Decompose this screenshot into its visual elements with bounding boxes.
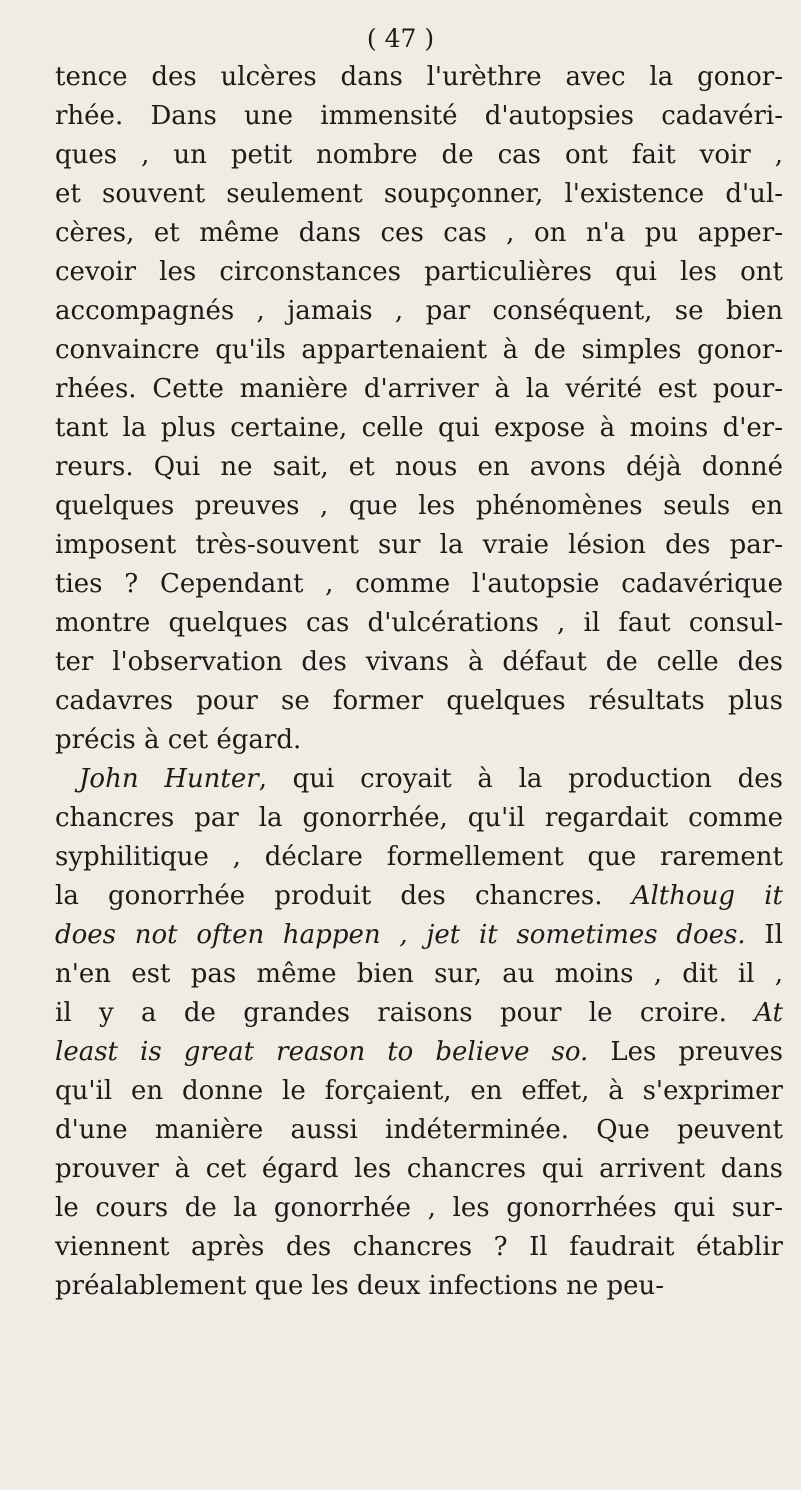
text-line [55, 331, 783, 370]
text-line [55, 565, 783, 604]
text-line [55, 136, 783, 175]
text-line [55, 253, 783, 292]
italic-text: least is great reason to believe so. [55, 1037, 589, 1067]
text-segment: montre quelques cas d'ulcérations , il faut consul- [55, 608, 783, 638]
text-segment: tant la plus certaine, celle qui expose à moins d'er- [55, 413, 783, 443]
text-segment: d'une manière aussi indéterminée. Que peuvent [55, 1115, 783, 1145]
text-segment: quelques preuves , que les phénomènes seuls en [55, 491, 783, 521]
text-segment: chancres par la gonorrhée, qu'il regardait comme [55, 803, 783, 833]
italic-text: does not often happen , jet it sometimes does. [55, 920, 746, 950]
text-line [55, 1189, 783, 1228]
text-segment: syphilitique , déclare formellement que rarement [55, 842, 783, 872]
text-segment: le cours de la gonorrhée , les gonorrhées qui sur- [55, 1193, 783, 1223]
text-line [55, 721, 783, 760]
text-segment: précis à cet égard. [55, 725, 302, 755]
text-line [55, 292, 783, 331]
text-line [55, 760, 783, 799]
text-line [55, 370, 783, 409]
text-segment: prouver à cet égard les chancres qui arrivent dans [55, 1154, 783, 1184]
text-line [55, 1072, 783, 1111]
text-segment: la gonorrhée produit des chancres. [55, 881, 632, 911]
text-segment: tence des ulcères dans l'urèthre avec la gonor- [55, 62, 783, 92]
text-line [55, 526, 783, 565]
text-segment: il y a de grandes raisons pour le croire. [55, 998, 755, 1028]
text-segment: ties ? Cependant , comme l'autopsie cadavérique [55, 569, 783, 599]
text-line [55, 1150, 783, 1189]
text-line [55, 97, 783, 136]
text-line [55, 643, 783, 682]
text-line [55, 58, 783, 97]
text-line [55, 916, 783, 955]
text-line [55, 1111, 783, 1150]
text-line [55, 799, 783, 838]
text-segment: qu'il en donne le forçaient, en effet, à s'exprimer [55, 1076, 783, 1106]
text-segment: rhées. Cette manière d'arriver à la vérité est pour- [55, 374, 783, 404]
text-segment: cères, et même dans ces cas , on n'a pu apper- [55, 218, 783, 248]
text-segment: imposent très-souvent sur la vraie lésion des par- [55, 530, 783, 560]
text-line [55, 877, 783, 916]
text-segment: n'en est pas même bien sur, au moins , dit il , [55, 959, 783, 989]
page-number: ( 47 ) [366, 24, 435, 53]
text-line [55, 448, 783, 487]
text-line [55, 175, 783, 214]
text-segment: rhée. Dans une immensité d'autopsies cadavéri- [55, 101, 783, 131]
text-line [55, 409, 783, 448]
text-segment: préalablement que les deux infections ne peu- [55, 1271, 665, 1301]
body-text [55, 58, 783, 1306]
text-segment: accompagnés , jamais , par conséquent, se bien [55, 296, 783, 326]
text-segment: Les preuves [588, 1037, 784, 1067]
text-segment: et souvent seulement soupçonner, l'existence d'ul- [55, 179, 783, 209]
text-segment: viennent après des chancres ? Il faudrait établir [55, 1232, 783, 1262]
text-segment: cadavres pour se former quelques résultats plus [55, 686, 783, 716]
text-segment: reurs. Qui ne sait, et nous en avons déjà donné [55, 452, 783, 482]
italic-text: At [754, 998, 783, 1028]
text-segment: , qui croyait à la production des [258, 764, 783, 794]
text-segment: ques , un petit nombre de cas ont fait voir , [55, 140, 783, 170]
text-line [55, 1033, 783, 1072]
text-segment: ter l'observation des vivans à défaut de celle des [55, 647, 783, 677]
text-segment: Il [745, 920, 783, 950]
text-segment: convaincre qu'ils appartenaient à de simples gonor- [55, 335, 783, 365]
text-line [55, 487, 783, 526]
text-line [55, 214, 783, 253]
text-line [55, 1228, 783, 1267]
text-line [55, 1267, 783, 1306]
text-line [55, 682, 783, 721]
text-segment: cevoir les circonstances particulières qui les ont [55, 257, 783, 287]
italic-text: Althoug it [631, 881, 783, 911]
text-line [55, 955, 783, 994]
text-line [55, 838, 783, 877]
text-line [55, 994, 783, 1033]
italic-text: John Hunter [79, 764, 259, 794]
text-line [55, 604, 783, 643]
